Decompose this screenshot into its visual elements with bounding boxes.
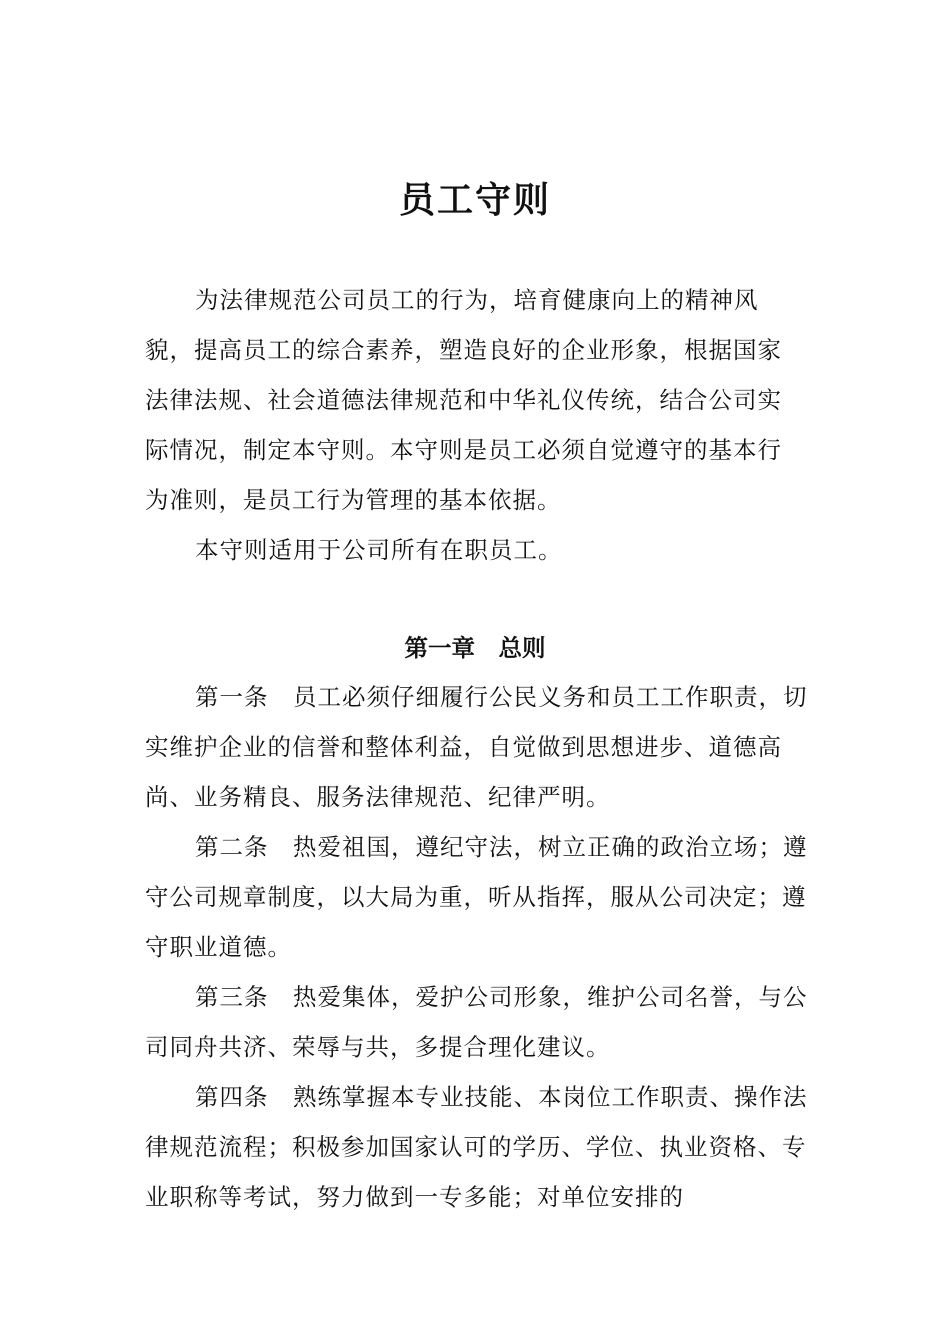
article-3-label: 第三条 [195,983,269,1011]
article-2-text: 热爱祖国，遵纪守法，树立正确的政治立场；遵守公司规章制度，以大局为重，听从指挥，服从公司决定；遵守职业道德。 [145,833,808,961]
article-2-label: 第二条 [195,833,269,861]
intro-section [145,275,805,575]
article-4 [145,1072,810,1222]
articles-section [145,672,810,1222]
document-page [145,0,810,1344]
article-4-label: 第四条 [195,1083,269,1111]
article-3 [145,972,810,1072]
intro-paragraph-purpose: 为法律规范公司员工的行为，培育健康向上的精神风貌，提高员工的综合素养，塑造良好的企业形象，根据国家法律法规、社会道德法律规范和中华礼仪传统，结合公司实际情况，制定本守则。本守则是员工必须自觉遵守的基本行为准则，是员工行为管理的基本依据。 [145,286,782,514]
article-1-text: 员工必须仔细履行公民义务和员工工作职责，切实维护企业的信誉和整体利益，自觉做到思想进步、道德高尚、业务精良、服务法律规范、纪律严明。 [145,683,808,811]
article-1 [145,672,810,822]
chapter-heading: 第一章 总则 [404,634,546,662]
article-2 [145,822,810,972]
article-1-label: 第一条 [195,683,269,711]
article-3-text: 热爱集体，爱护公司形象，维护公司名誉，与公司同舟共济、荣辱与共，多提合理化建议。 [145,983,808,1061]
document-title: 员工守则 [398,179,551,221]
intro-paragraph-scope: 本守则适用于公司所有在职员工。 [195,536,563,564]
article-4-text: 熟练掌握本专业技能、本岗位工作职责、操作法律规范流程；积极参加国家认可的学历、学位、执业资格、专业职称等考试，努力做到一专多能；对单位安排的 [145,1083,808,1211]
